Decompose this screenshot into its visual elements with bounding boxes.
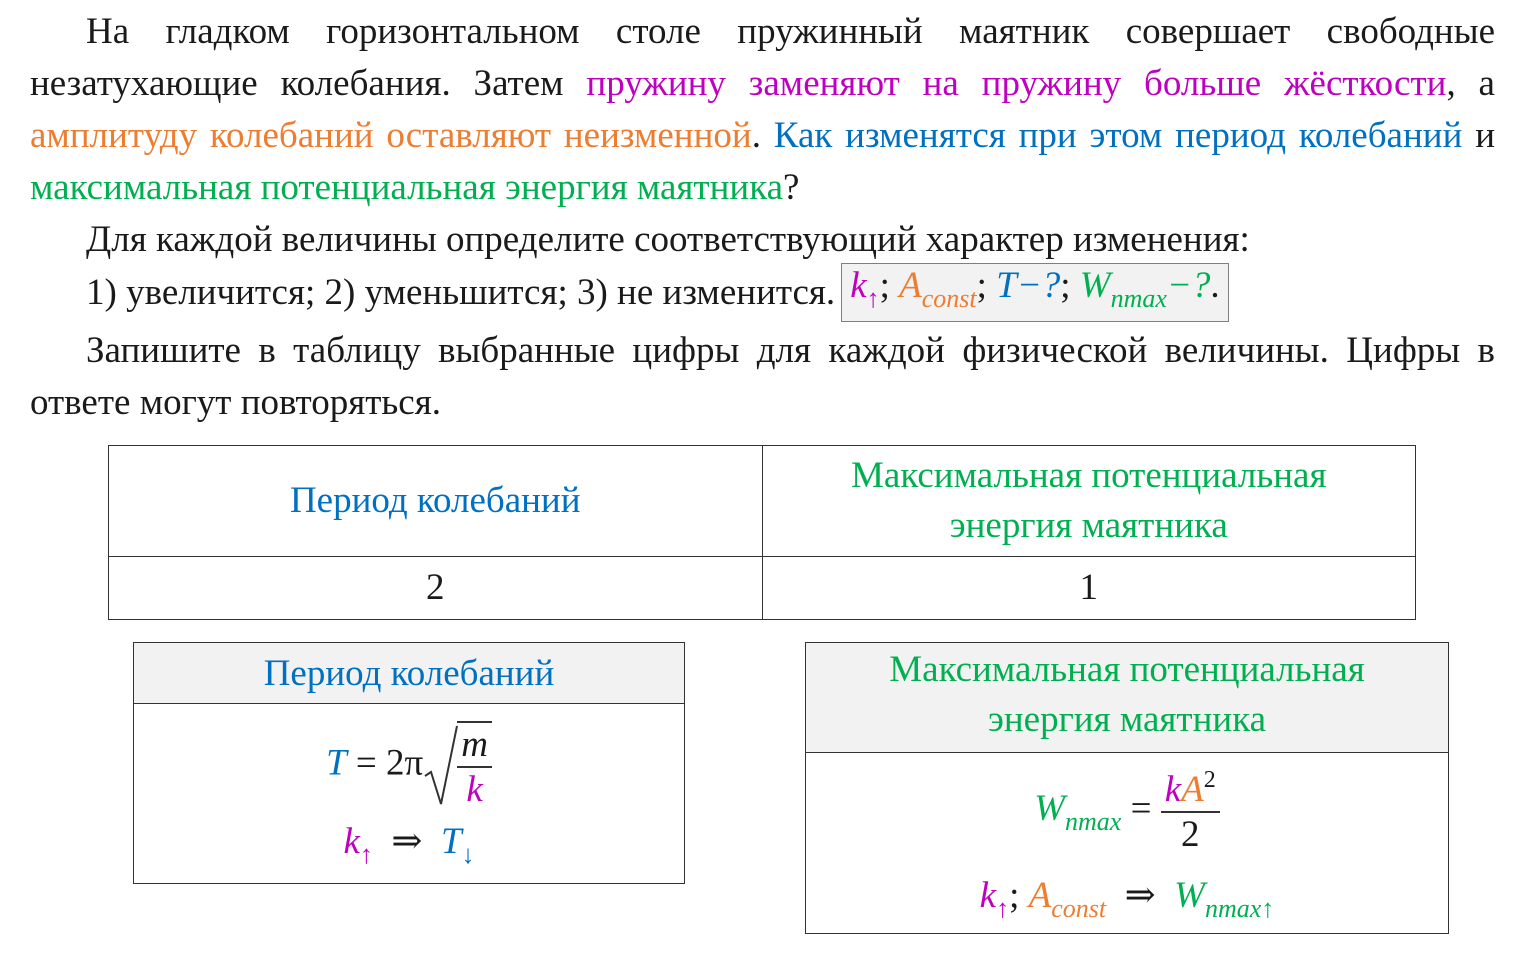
period-phrase: период колебаний: [1175, 115, 1463, 156]
conclusion-k: k: [979, 875, 997, 916]
energy-header-line2: энергия маятника: [987, 699, 1267, 740]
problem-paragraph-2: Для каждой величины определите соответствующий характер изменения:: [86, 219, 1250, 260]
options-text: 1) увеличится; 2) уменьшится; 3) не изменится.: [86, 271, 836, 313]
question-mark: ?: [783, 167, 800, 208]
formula-t: T: [326, 742, 347, 784]
problem-intro: На гладком горизонтальном столе пружинный маятник совершает свободные незатухающие колебания. Затем: [30, 11, 1495, 104]
period-box-header: Период колебаний: [134, 643, 684, 704]
conclusion-sep: ;: [1009, 875, 1029, 916]
problem-paragraph-1: [30, 6, 1495, 214]
problem-text: [30, 6, 1495, 429]
conclusion-t: T: [440, 821, 462, 862]
answer-value-row: [109, 557, 1416, 620]
numerator-power: 2: [1203, 767, 1216, 793]
text-connector: , а: [1446, 63, 1495, 104]
question-phrase: Как изменятся при этом: [773, 115, 1176, 156]
hint-end: .: [1210, 265, 1220, 306]
answer-table: [108, 445, 1416, 620]
formula-w: W: [1034, 787, 1066, 829]
answer-header-row: [109, 446, 1416, 557]
period-fraction: [457, 721, 492, 811]
text-and: и: [1462, 115, 1495, 156]
hint-sep: ;: [1060, 265, 1080, 306]
implies-symbol: ⇒: [391, 821, 423, 862]
energy-header-line1: Максимальная потенциальная: [889, 649, 1365, 690]
answer-value-period[interactable]: 2: [109, 557, 763, 620]
problem-paragraph-4: Запишите в таблицу выбранные цифры для каждой физической величины. Цифры в ответе могут повторяться.: [30, 330, 1495, 423]
energy-fraction: [1161, 767, 1220, 856]
implies-symbol: ⇒: [1124, 875, 1156, 916]
spring-change-phrase: пружину заменяют на пружину больше жёсткости: [586, 63, 1447, 104]
period-formula: [134, 721, 684, 811]
period-explanation-box: [133, 642, 685, 884]
fraction-m: m: [461, 724, 488, 765]
sqrt-symbol: [423, 724, 459, 808]
fraction-numerator: [1161, 767, 1220, 811]
hint-k-arrow: ↑: [866, 284, 880, 313]
answer-header-energy: [762, 446, 1416, 557]
energy-phrase: максимальная потенциальная энергия маятника: [30, 167, 784, 208]
conclusion-k: k: [343, 821, 360, 862]
hint-a-sub: const: [921, 284, 977, 313]
energy-box-header: [806, 643, 1448, 753]
numerator-k: k: [1164, 769, 1182, 810]
hint-w-sub: пmax: [1110, 284, 1167, 313]
hint-sep: ;: [879, 265, 900, 306]
conclusion-t-arrow: ↓: [461, 840, 475, 869]
hint-sep: ;: [976, 265, 997, 306]
formula-eq: = 2π: [346, 742, 424, 784]
numerator-a: A: [1181, 769, 1204, 810]
hint-t: T−?: [996, 265, 1061, 306]
answer-header-energy-line1: Максимальная потенциальная: [851, 455, 1327, 496]
energy-conclusion: [806, 873, 1448, 924]
conclusion-k-arrow: ↑: [996, 894, 1010, 923]
hint-box: [841, 263, 1228, 322]
problem-paragraph-3: [30, 266, 1495, 325]
answer-header-period: Период колебаний: [109, 446, 763, 557]
conclusion-a: A: [1028, 875, 1052, 916]
conclusion-a-sub: const: [1051, 894, 1107, 923]
text-period: .: [751, 115, 774, 156]
hint-a: A: [899, 265, 922, 306]
energy-explanation-box: [805, 642, 1449, 934]
hint-w: W: [1079, 265, 1111, 306]
formula-w-sub: пmax: [1065, 806, 1122, 836]
conclusion-k-arrow: ↑: [359, 840, 373, 869]
conclusion-w-sub: пmax↑: [1204, 894, 1275, 923]
conclusion-w: W: [1174, 875, 1205, 916]
answer-header-energy-line2: энергия маятника: [949, 505, 1228, 546]
hint-k: k: [850, 265, 867, 306]
fraction-denominator: 2: [1161, 811, 1220, 856]
formula-eq: =: [1121, 787, 1161, 829]
answer-value-energy[interactable]: 1: [762, 557, 1416, 620]
period-conclusion: [134, 819, 684, 870]
amplitude-phrase: амплитуду колебаний оставляют неизменной: [30, 115, 752, 156]
fraction-k: k: [457, 766, 492, 811]
hint-w-tail: −?: [1166, 265, 1211, 306]
energy-formula: [806, 767, 1448, 856]
